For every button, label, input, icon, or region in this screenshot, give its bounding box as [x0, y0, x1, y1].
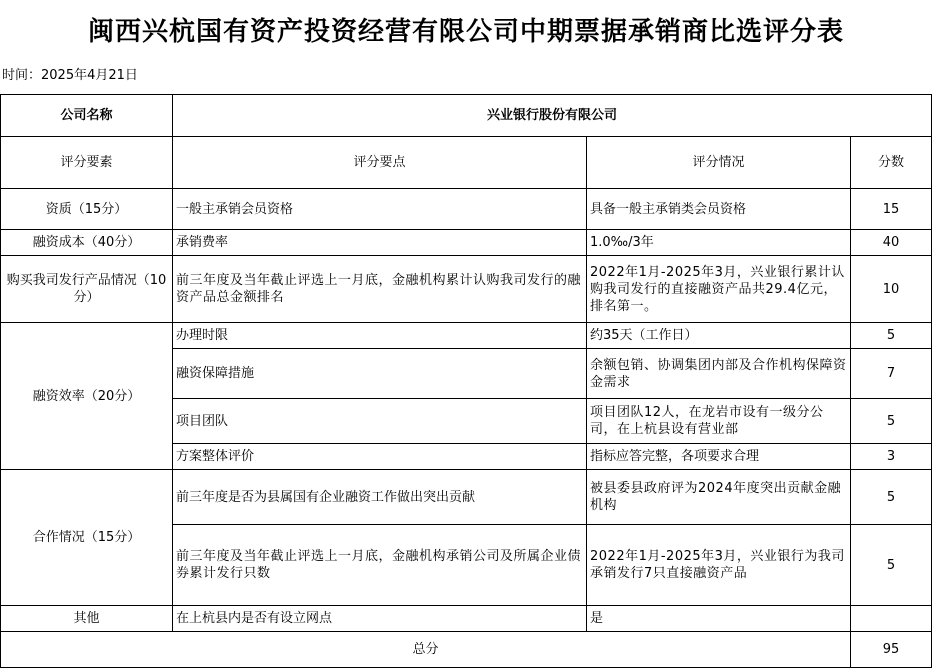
- table-row: [1, 323, 932, 349]
- table-row: [1, 256, 932, 323]
- point-cell: 融资保障措施: [173, 349, 587, 399]
- table-row: [1, 606, 932, 632]
- company-label: 公司名称: [1, 95, 173, 137]
- table-row: [1, 189, 932, 230]
- point-cell: 前三年度及当年截止评选上一月底，金融机构承销公司及所属企业债券累计发行只数: [173, 525, 587, 606]
- page-title: 闽西兴杭国有资产投资经营有限公司中期票据承销商比选评分表: [87, 17, 844, 47]
- point-cell: 在上杭县内是否有设立网点: [173, 606, 587, 632]
- point-cell: 前三年度是否为县属国有企业融资工作做出突出贡献: [173, 470, 587, 525]
- point-cell: 项目团队: [173, 399, 587, 444]
- company-name: 兴业银行股份有限公司: [173, 95, 932, 137]
- score-cell: 5: [851, 399, 932, 444]
- situation-cell: 2022年1月-2025年3月，兴业银行累计认购我司发行的直接融资产品共29.4亿元，排名第一。: [587, 256, 851, 323]
- score-cell: 15: [851, 189, 932, 230]
- situation-cell: 具备一般主承销类会员资格: [587, 189, 851, 230]
- situation-cell: 是: [587, 606, 851, 632]
- element-cell: 融资效率（20分）: [1, 323, 173, 470]
- point-cell: 承销费率: [173, 230, 587, 256]
- element-cell: 其他: [1, 606, 173, 632]
- score-cell: 10: [851, 256, 932, 323]
- date-label: 时间：2025年4月21日: [2, 68, 138, 83]
- score-cell: 40: [851, 230, 932, 256]
- table-row: [1, 230, 932, 256]
- situation-cell: 指标应答完整，各项要求合理: [587, 444, 851, 470]
- element-cell: 资质（15分）: [1, 189, 173, 230]
- header-score: 分数: [851, 137, 932, 189]
- total-label: 总分: [1, 632, 851, 668]
- situation-cell: 约35天（工作日）: [587, 323, 851, 349]
- score-cell: 3: [851, 444, 932, 470]
- element-cell: 融资成本（40分）: [1, 230, 173, 256]
- score-cell: 5: [851, 323, 932, 349]
- situation-cell: 余额包销、协调集团内部及合作机构保障资金需求: [587, 349, 851, 399]
- total-score: 95: [851, 632, 932, 668]
- point-cell: 方案整体评价: [173, 444, 587, 470]
- header-situation: 评分情况: [587, 137, 851, 189]
- situation-cell: 项目团队12人，在龙岩市设有一级分公司，在上杭县设有营业部: [587, 399, 851, 444]
- situation-cell: 被县委县政府评为2024年度突出贡献金融机构: [587, 470, 851, 525]
- element-cell: 合作情况（15分）: [1, 470, 173, 606]
- header-point: 评分要点: [173, 137, 587, 189]
- point-cell: 办理时限: [173, 323, 587, 349]
- score-cell: 7: [851, 349, 932, 399]
- score-cell: 5: [851, 470, 932, 525]
- situation-cell: 2022年1月-2025年3月，兴业银行为我司承销发行7只直接融资产品: [587, 525, 851, 606]
- table-row: [1, 470, 932, 525]
- header-element: 评分要素: [1, 137, 173, 189]
- situation-cell: 1.0‰/3年: [587, 230, 851, 256]
- company-row: [1, 95, 932, 137]
- score-cell: [851, 606, 932, 632]
- score-table: [0, 94, 932, 668]
- point-cell: 一般主承销会员资格: [173, 189, 587, 230]
- total-row: [1, 632, 932, 668]
- header-row: [1, 137, 932, 189]
- element-cell: 购买我司发行产品情况（10分）: [1, 256, 173, 323]
- point-cell: 前三年度及当年截止评选上一月底，金融机构累计认购我司发行的融资产品总金额排名: [173, 256, 587, 323]
- score-cell: 5: [851, 525, 932, 606]
